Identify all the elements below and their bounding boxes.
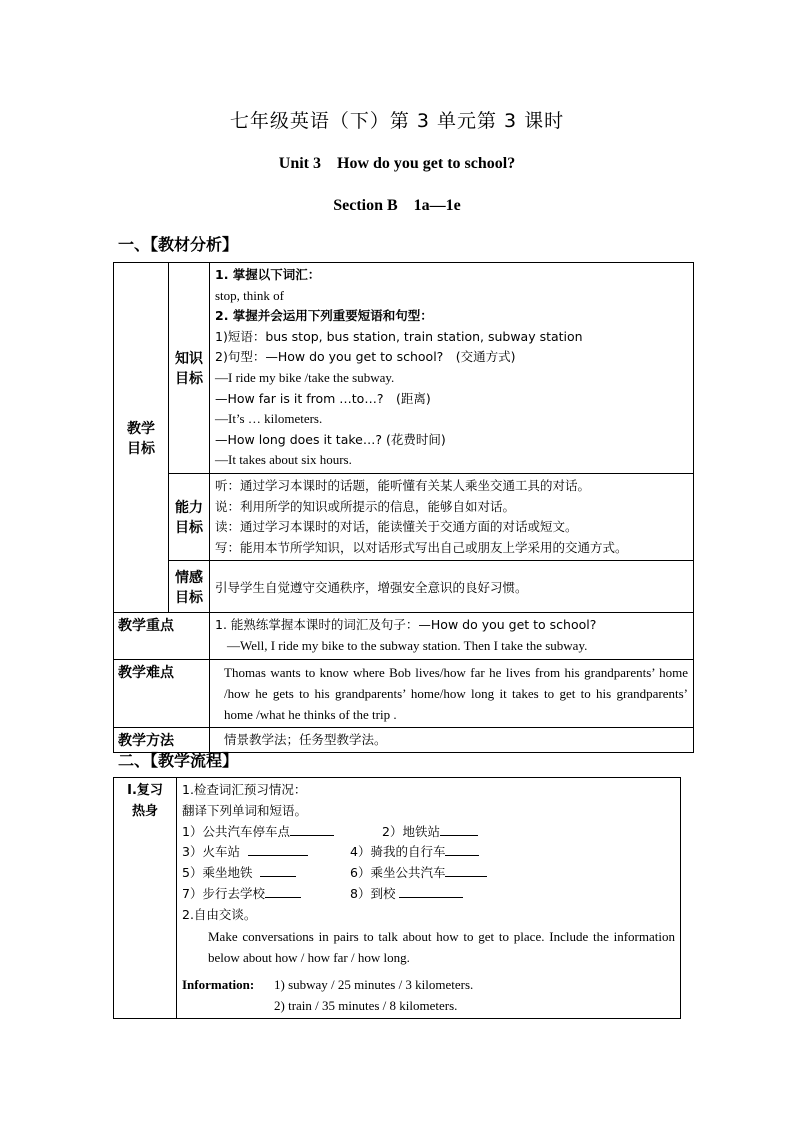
emotion-content: 引导学生自觉遵守交通秩序，增强安全意识的良好习惯。: [210, 561, 694, 613]
knowledge-content: [210, 263, 694, 474]
key-points-content: [210, 613, 694, 659]
vocab-item: 2）地铁站: [382, 823, 440, 839]
knowledge-line: —How long does it take…? (花费时间): [215, 431, 446, 447]
step2-text: Make conversations in pairs to talk about how to get to place. Include the information below about how / how far / how long.: [208, 928, 675, 965]
vocab-row: [182, 863, 675, 884]
info-label: Information:: [182, 976, 255, 992]
answer-blank[interactable]: [290, 823, 334, 836]
section-title: Section B 1a—1e: [333, 197, 461, 214]
knowledge-label: 知识目标: [169, 263, 210, 474]
knowledge-line: —It’s … kilometers.: [215, 411, 323, 427]
ability-label: 能力目标: [169, 473, 210, 560]
vocab-item: 5）乘坐地铁: [182, 865, 253, 881]
emotion-label: 情感目标: [169, 561, 210, 613]
analysis-table: [113, 262, 694, 753]
page-title: 七年级英语（下）第 3 单元第 3 课时: [229, 110, 565, 132]
stage-content: [177, 778, 681, 1019]
stage-label-line: Ⅰ.复习: [127, 783, 163, 798]
step2-title: 2.自由交谈。: [182, 906, 257, 922]
info-block: [182, 974, 675, 1016]
vocab-item: 3）火车站: [182, 844, 240, 860]
key-points-label: 教学重点: [114, 613, 210, 659]
key-point-line: —Well, I ride my bike to the subway station. Then I take the subway.: [227, 637, 588, 653]
difficulties-content: Thomas wants to know where Bob lives/how far he lives from his grandparents’ home /how he gets to his grandparents’ home/how long it takes to get to his grandparents’ home /what he thinks of the trip .: [210, 659, 694, 727]
unit-title: Unit 3 How do you get to school?: [278, 155, 516, 172]
info-item: 2) train / 35 minutes / 8 kilometers.: [274, 997, 458, 1013]
knowledge-line: stop, think of: [215, 287, 284, 303]
vocab-item: 7）步行去学校: [182, 885, 265, 901]
answer-blank[interactable]: [399, 885, 463, 898]
difficulties-label: 教学难点: [114, 659, 210, 727]
knowledge-line: 2)句型：—How do you get to school? (交通方式): [215, 349, 516, 365]
methods-label: 教学方法: [114, 727, 210, 752]
info-item: 1) subway / 25 minutes / 3 kilometers.: [274, 976, 474, 992]
ability-line: 说：利用所学的知识或所提示的信息，能够自如对话。: [215, 498, 516, 514]
vocab-item: 4）骑我的自行车: [350, 844, 446, 860]
answer-blank[interactable]: [265, 885, 301, 898]
answer-blank[interactable]: [248, 843, 308, 856]
process-table: [113, 777, 681, 1019]
step1-sub: 翻译下列单词和短语。: [182, 802, 308, 818]
knowledge-line: —It takes about six hours.: [215, 452, 352, 468]
knowledge-line: —I ride my bike /take the subway.: [215, 369, 395, 385]
ability-content: [210, 473, 694, 560]
objectives-label: 教学目标: [114, 263, 169, 613]
knowledge-line: —How far is it from …to…? (距离): [215, 390, 431, 406]
key-point-line: 1. 能熟练掌握本课时的词汇及句子：—How do you get to school?: [215, 617, 597, 633]
answer-blank[interactable]: [260, 864, 296, 877]
knowledge-line: 1)短语：bus stop, bus station, train station, subway station: [215, 328, 583, 344]
knowledge-line: 2. 掌握并会运用下列重要短语和句型：: [215, 308, 433, 324]
section-heading-process: 二、【教学流程】: [118, 751, 239, 770]
knowledge-line: 1. 掌握以下词汇：: [215, 267, 321, 282]
answer-blank[interactable]: [445, 864, 487, 877]
answer-blank[interactable]: [440, 823, 478, 836]
vocab-row: [182, 884, 675, 905]
step1-title: 1.检查词汇预习情况：: [182, 782, 307, 797]
ability-line: 听：通过学习本课时的话题，能听懂有关某人乘坐交通工具的对话。: [215, 477, 591, 493]
ability-line: 写：能用本节所学知识，以对话形式写出自己或朋友上学采用的交通方式。: [215, 539, 628, 555]
stage-label-line: 热身: [131, 804, 158, 819]
stage-label: [114, 778, 177, 1019]
vocab-item: 1）公共汽车停车点: [182, 823, 290, 839]
section-heading-analysis: 一、【教材分析】: [118, 235, 239, 254]
ability-line: 读：通过学习本课时的对话，能读懂关于交通方面的对话或短文。: [215, 519, 578, 535]
vocab-item: 8）到校: [350, 885, 396, 901]
vocab-item: 6）乘坐公共汽车: [350, 865, 446, 881]
vocab-row: [182, 822, 675, 843]
methods-content: 情景教学法；任务型教学法。: [210, 727, 694, 752]
answer-blank[interactable]: [445, 843, 479, 856]
vocab-row: [182, 842, 675, 863]
